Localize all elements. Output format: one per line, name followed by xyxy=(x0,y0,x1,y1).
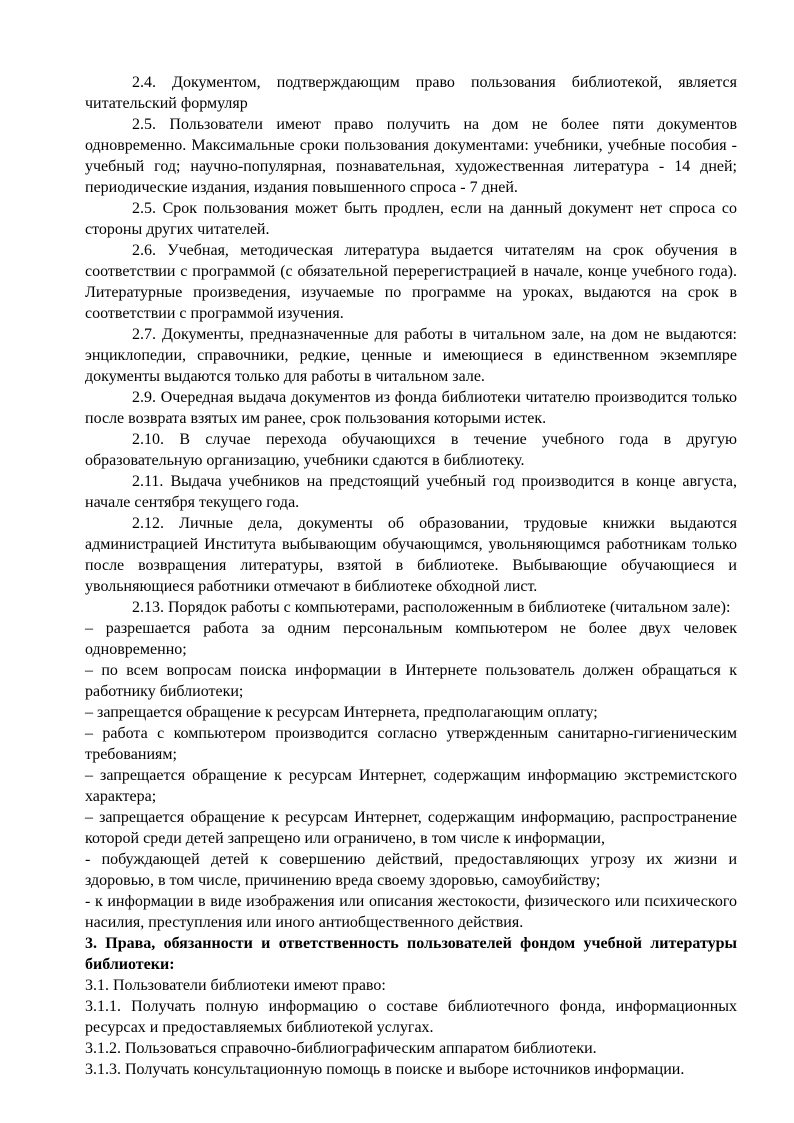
paragraph-2-7: 2.7. Документы, предназначенные для работы в читальном зале, на дом не выдаются: энциклопедии, справочники, редкие, ценные и имеющиеся в единственном экземпляре документы выдаются только для работы в читальном зале. xyxy=(85,326,737,385)
paragraph-2-13: 2.13. Порядок работы с компьютерами, расположенным в библиотеке (читальном зале): xyxy=(132,599,731,616)
paragraph-2-12: 2.12. Личные дела, документы об образовании, трудовые книжки выдаются администрацией Института выбывающим обучающимся, увольняющимся работникам только после возвращения литературы, взятой в библиотеке. Выбывающие обучающиеся и увольняющиеся работники отмечают в библиотеке обходной лист. xyxy=(85,515,737,595)
paragraph-3-1: 3.1. Пользователи библиотеки имеют право: xyxy=(85,977,386,994)
paragraph-2-10: 2.10. В случае перехода обучающихся в течение учебного года в другую образовательную организацию, учебники сдаются в библиотеку. xyxy=(85,431,737,469)
paragraph-3-1-1: 3.1.1. Получать полную информацию о составе библиотечного фонда, информационных ресурсах и предоставляемых библиотекой услугах. xyxy=(85,998,737,1036)
computer-rule-item-6: – запрещается обращение к ресурсам Интернет, содержащим информацию, распространение которой среди детей запрещено или ограничено, в том числе к информации, xyxy=(85,809,737,847)
paragraph-2-6: 2.6. Учебная, методическая литература выдается читателям на срок обучения в соответствии с программой (с обязательной перерегистрацией в начале, конце учебного года). Литературные произведения, изучаемые по программе на уроках, выдаются на срок в соответствии с программой изучения. xyxy=(85,242,737,322)
computer-rule-item-4: – работа с компьютером производится согласно утвержденным санитарно-гигиеническим требованиям; xyxy=(85,725,737,763)
computer-rule-item-5: – запрещается обращение к ресурсам Интернет, содержащим информацию экстремистского характера; xyxy=(85,767,737,805)
computer-rule-item-8: - к информации в виде изображения или описания жестокости, физического или психического насилия, преступления или иного антиобщественного действия. xyxy=(85,893,737,931)
paragraph-2-5-extension: 2.5. Срок пользования может быть продлен, если на данный документ нет спроса со стороны других читателей. xyxy=(85,200,737,238)
computer-rule-item-2: – по всем вопросам поиска информации в Интернете пользователь должен обращаться к работнику библиотеки; xyxy=(85,662,737,700)
computer-rule-item-7: - побуждающей детей к совершению действий, предоставляющих угрозу их жизни и здоровью, в том числе, причинению вреда своему здоровью, самоубийству; xyxy=(85,851,737,889)
computer-rule-item-1: – разрешается работа за одним персональным компьютером не более двух человек одновременно; xyxy=(85,620,737,658)
paragraph-3-1-3: 3.1.3. Получать консультационную помощь в поиске и выборе источников информации. xyxy=(85,1061,685,1078)
paragraph-2-9: 2.9. Очередная выдача документов из фонда библиотеки читателю производится только после возврата взятых им ранее, срок пользования которыми истек. xyxy=(85,389,737,427)
paragraph-2-4: 2.4. Документом, подтверждающим право пользования библиотекой, является читательский формуляр xyxy=(85,74,737,112)
computer-rule-item-3: – запрещается обращение к ресурсам Интернета, предполагающим оплату; xyxy=(85,704,598,721)
paragraph-3-1-2: 3.1.2. Пользоваться справочно-библиографическим аппаратом библиотеки. xyxy=(85,1040,597,1057)
section-3-heading: 3. Права, обязанности и ответственность пользователей фондом учебной литературы библиотеки: xyxy=(85,935,737,973)
paragraph-2-5-loan-terms: 2.5. Пользователи имеют право получить на дом не более пяти документов одновременно. Максимальные сроки пользования документами: учебники, учебные пособия - учебный год; научно-популярная, познавательная, художественная литература - 14 дней; периодические издания, издания повышенного спроса - 7 дней. xyxy=(85,116,737,196)
paragraph-2-11: 2.11. Выдача учебников на предстоящий учебный год производится в конце августа, начале сентября текущего года. xyxy=(85,473,737,511)
